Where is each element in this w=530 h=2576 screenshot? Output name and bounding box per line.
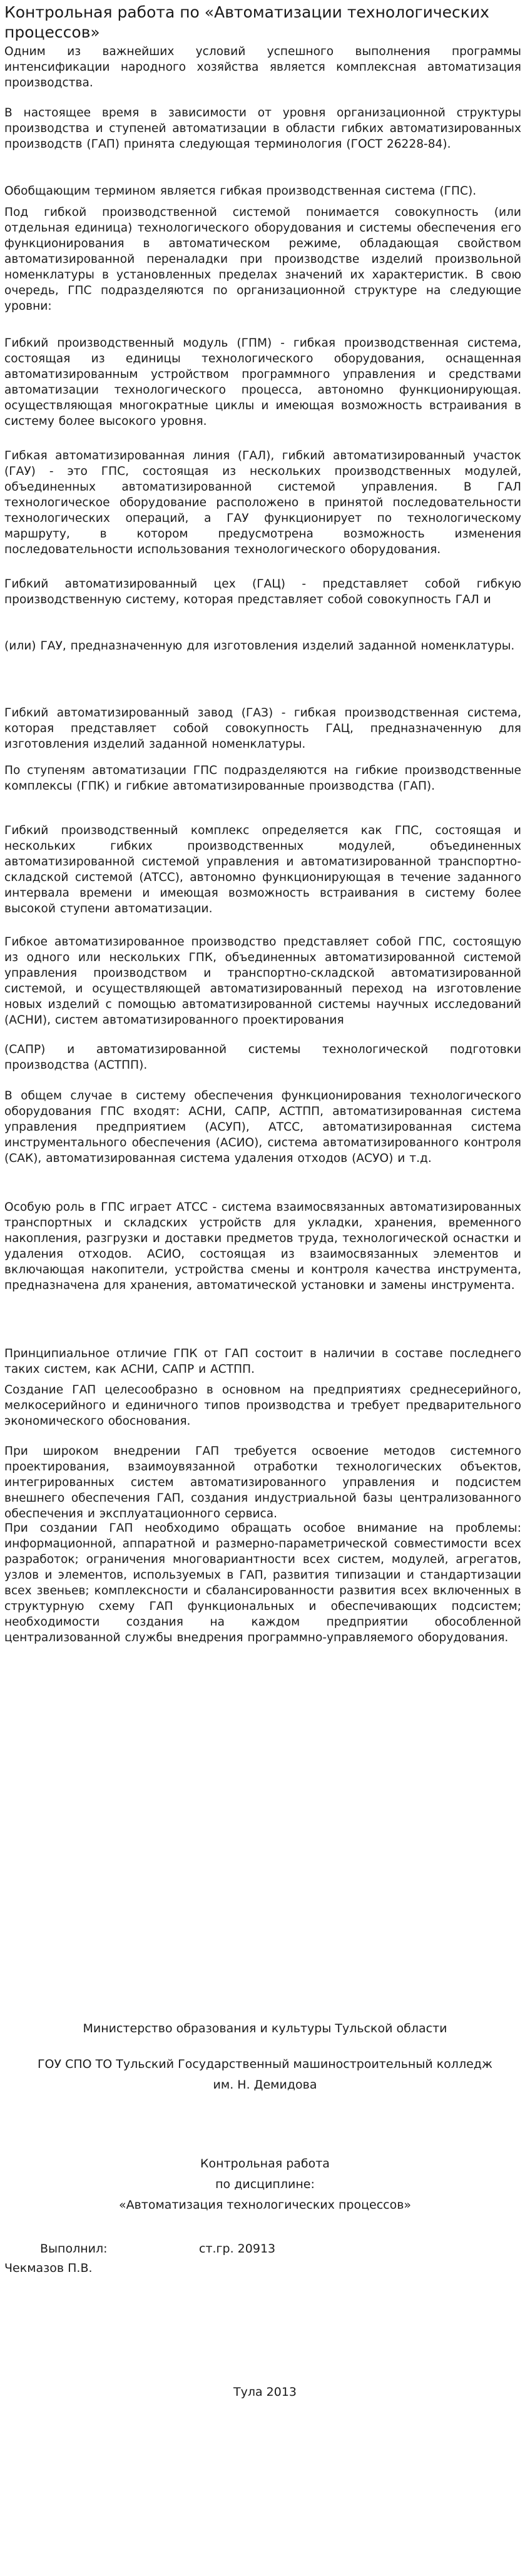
- document-title: Контрольная работа по «Автоматизации технологических процессов»: [4, 3, 489, 41]
- college-name-line: им. Н. Демидова: [213, 2078, 317, 2092]
- student-group: ст.гр. 20913: [199, 2242, 276, 2256]
- performed-label: Выполнил:: [40, 2242, 108, 2256]
- ministry-line: Министерство образования и культуры Тульской области: [83, 2022, 447, 2035]
- paragraph-gpk: Гибкий производственный комплекс определяется как ГПС, состоящая и нескольких гибких производственных модулей, объединенных автоматизированной системой управления и автоматизированной транспортно-складской системой (АТСС), автономно функционирующая в течение заданного интервала времени и имеющая возможность встраивания в систему более высокой ступени автоматизации.: [4, 824, 521, 915]
- discipline-label: по дисциплине:: [215, 2177, 315, 2191]
- paragraph-gpk-vs-gap: Принципиальное отличие ГПК от ГАП состоит в наличии в составе последнего таких систем, как АСНИ, САПР и АСТПП.: [4, 1347, 521, 1376]
- paragraph-gap-feasibility: Создание ГАП целесообразно в основном на предприятиях среднесерийного, мелкосерийного и единичного типов производства и требует предварительного экономического обоснования.: [4, 1383, 521, 1428]
- paragraph-gpm: Гибкий производственный модуль (ГПМ) - гибкая производственная система, состоящая из единицы технологического оборудования, оснащенная автоматизированным устройством программного управления и средствами автоматизации технологического процесса, автономно функционирующая. осуществляющая многократные циклы и имеющая возможность встраивания в систему более высокого уровня.: [4, 337, 521, 428]
- student-name: Чекмазов П.В.: [4, 2261, 93, 2275]
- college-line: ГОУ СПО ТО Тульский Государственный машиностроительный колледж: [37, 2057, 493, 2071]
- paragraph-gps-term: Обобщающим термином является гибкая производственная система (ГПС).: [4, 185, 477, 198]
- paragraph-gap-implementation: При широком внедрении ГАП требуется освоение методов системного проектирования, взаимоувязанной отработки технологических объектов, интегрированных систем автоматизированного управления и подсистем внешнего обеспечения ГАП, создания индустриальной базы централизованного обеспечения и эксплуатационного сервиса.: [4, 1445, 521, 1520]
- paragraph-gap-problems: При создании ГАП необходимо обращать особое внимание на проблемы: информационной, аппаратной и размерно-параметрической совместимости всех разработок; ограничения многовариантности всех систем, модулей, агрегатов, узлов и элементов, используемых в ГАП, развития типизации и стандартизации всех звеньев; комплексности и сбалансированности развития всех включенных в структурную схему ГАП функциональных и обеспечивающих подсистем; необходимости создания на каждом предприятии обособленной централизованной службы внедрения программно-управляемого оборудования.: [4, 1522, 521, 1644]
- paragraph-gac-continued: (или) ГАУ, предназначенную для изготовления изделий заданной номенклатуры.: [4, 639, 515, 653]
- paragraph-automation-stages: По ступеням автоматизации ГПС подразделяются на гибкие производственные комплексы (ГПК) и гибкие автоматизированные производства (ГАП).: [4, 764, 521, 793]
- paragraph-terminology: В настоящее время в зависимости от уровня организационной структуры производства и ступеней автоматизации в области гибких автоматизированных производств (ГАП) принята следующая терминология (ГОСТ 26228-84).: [4, 106, 521, 151]
- paragraph-gal-gau: Гибкая автоматизированная линия (ГАЛ), гибкий автоматизированный участок (ГАУ) - это ГПС, состоящая из нескольких производственных модулей, объединенных автоматизированной системой управления. В ГАЛ технологическое оборудование расположено в принятой последовательности технологических операций, а ГАУ функционирует по технологическому маршруту, в котором предусмотрена возможность изменения последовательности использования технологического оборудования.: [4, 449, 521, 556]
- paragraph-gap: Гибкое автоматизированное производство представляет собой ГПС, состоящую из одного или нескольких ГПК, объединенных автоматизированной системой управления производством и транспортно-складской автоматизированной системой, и осуществляющей автоматизированный переход на изготовление новых изделий с помощью автоматизированной системы научных исследований (АСНИ), систем автоматизированного проектирования: [4, 935, 521, 1027]
- work-type: Контрольная работа: [200, 2157, 330, 2171]
- discipline-name: «Автоматизация технологических процессов»: [118, 2198, 412, 2212]
- paragraph-gps-definition: Под гибкой производственной системой понимается совокупность (или отдельная единица) технологического оборудования и системы обеспечения его функционирования в автоматическом режиме, обладающая свойством автоматизированной переналадки при производстве изделий произвольной номенклатуры в установленных пределах значений их характеристик. В свою очередь, ГПС подразделяются по организационной структуре на следующие уровни:: [4, 206, 521, 313]
- paragraph-gaz: Гибкий автоматизированный завод (ГАЗ) - гибкая производственная система, которая представляет собой совокупность ГАЦ, предназначенную для изготовления изделий заданной номенклатуры.: [4, 706, 521, 751]
- city-year: Тула 2013: [233, 2385, 297, 2399]
- paragraph-gac: Гибкий автоматизированный цех (ГАЦ) - представляет собой гибкую производственную систему, которая представляет собой совокупность ГАЛ и: [4, 578, 521, 606]
- paragraph-atss: Особую роль в ГПС играет АТСС - система взаимосвязанных автоматизированных транспортных и складских устройств для укладки, хранения, временного накопления, разгрузки и доставки предметов труда, технологической оснастки и удаления отходов. АСИО, состоящая из взаимосвязанных элементов и включающая накопители, устройства смены и контроля качества инструмента, предназначена для хранения, автоматической установки и замены инструмента.: [4, 1201, 521, 1292]
- paragraph-intro: Одним из важнейших условий успешного выполнения программы интенсификации народного хозяйства является комплексная автоматизация производства.: [4, 45, 521, 89]
- paragraph-support-systems: В общем случае в систему обеспечения функционирования технологического оборудования ГПС входят: АСНИ, САПР, АСТПП, автоматизированная система управления предприятием (АСУП), АТСС, автоматизированная система инструментального обеспечения (АСИО), система автоматизированного контроля (САК), автоматизированная система удаления отходов (АСУО) и т.д.: [4, 1089, 521, 1165]
- paragraph-gap-continued: (САПР) и автоматизированной системы технологической подготовки производства (АСТПП).: [4, 1043, 521, 1072]
